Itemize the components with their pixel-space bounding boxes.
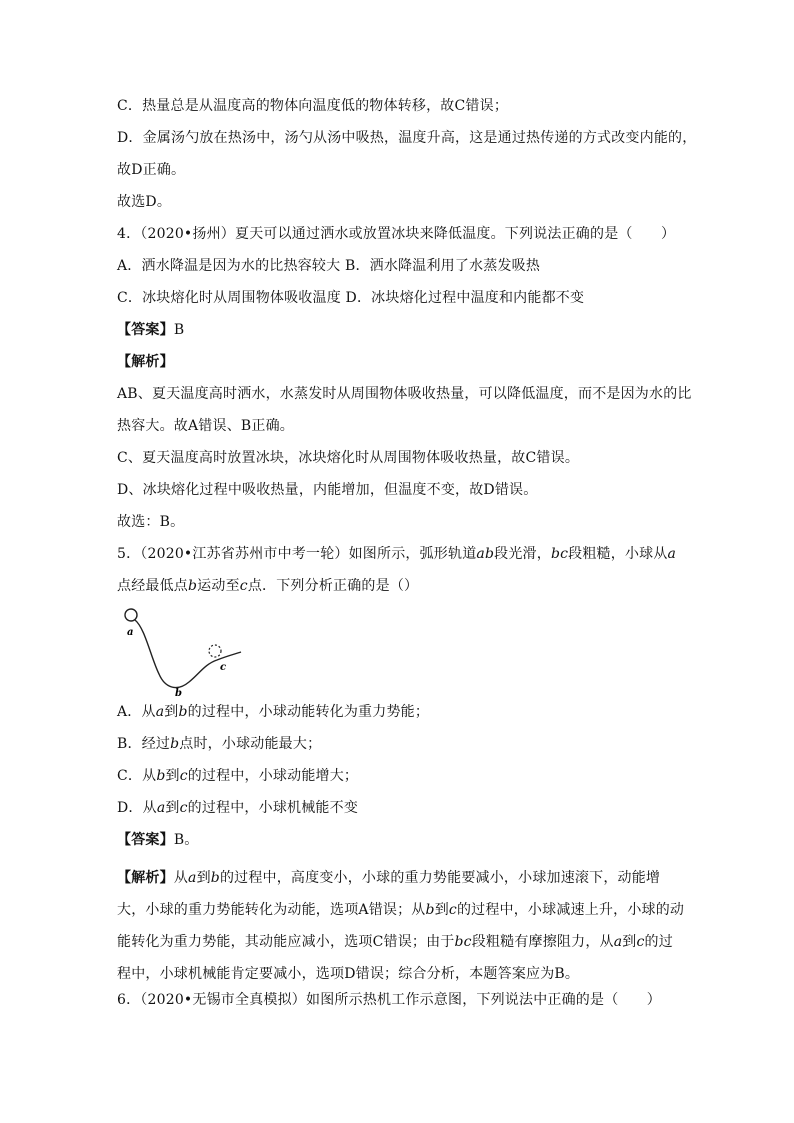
answer-5 bbox=[117, 830, 687, 862]
text-span: a bbox=[156, 800, 166, 816]
text-line: AB、夏天温度高时洒水，水蒸发时从周围物体吸收热量，可以降低温度，而不是因为水的比 bbox=[117, 386, 692, 402]
text-span: 5．（2020•江苏省苏州市中考一轮）如图所示，弧形轨道 bbox=[117, 546, 477, 562]
text-span: b bbox=[178, 704, 188, 720]
text-span: 到 bbox=[622, 934, 637, 950]
answer-label: 【答案】 bbox=[117, 832, 174, 848]
explanation-4-label: 【解析】 bbox=[117, 354, 174, 370]
text-span: 到 bbox=[196, 870, 211, 886]
document-page bbox=[117, 96, 697, 1022]
text-line: C．热量总是从温度高的物体向温度低的物体转移，故C错误； bbox=[117, 98, 509, 114]
text-line: 故D正确。 bbox=[117, 162, 186, 178]
text-span: c bbox=[179, 800, 188, 816]
ball-start-icon bbox=[125, 609, 137, 621]
text-span: 到 bbox=[434, 902, 449, 918]
label-c: c bbox=[220, 662, 227, 673]
explanation-label: 【解析】 bbox=[117, 870, 174, 886]
track-curve bbox=[135, 620, 241, 688]
text-span: b bbox=[170, 736, 180, 752]
text-span: 运动至 bbox=[197, 578, 240, 594]
question-4: 4．（2020•扬州）夏天可以通过洒水或放置冰块来降低温度。下列说法正确的是（ ） bbox=[117, 226, 676, 242]
text-span: c bbox=[448, 902, 457, 918]
text-span: B．经过 bbox=[117, 736, 171, 752]
text-span: b bbox=[425, 902, 435, 918]
text-span: 到 bbox=[164, 704, 179, 720]
text-span: bc bbox=[550, 546, 569, 562]
text-line: 热容大。故A错误、B正确。 bbox=[117, 418, 294, 434]
track-diagram bbox=[117, 608, 687, 696]
text-span: 段光滑， bbox=[494, 546, 551, 562]
text-line: C、夏天温度高时放置冰块，冰块熔化时从周围物体吸收热量，故C错误。 bbox=[117, 450, 580, 466]
answer-value: B。 bbox=[173, 832, 199, 848]
answer-label: 【答案】 bbox=[117, 322, 174, 338]
text-span: 点．下列分析正确的是（） bbox=[247, 578, 419, 594]
text-span: 的过程中，小球减速上升，小球的动能转化为重力势能，其动能应减小，选项C错误；由于 bbox=[117, 902, 685, 950]
text-span: C．从 bbox=[117, 768, 157, 784]
text-span: a bbox=[155, 704, 165, 720]
answer-4 bbox=[117, 320, 687, 352]
text-span: 点时，小球动能最大； bbox=[179, 736, 322, 752]
text-span: 段粗糙，小球从 bbox=[568, 546, 668, 562]
text-span: c bbox=[179, 768, 188, 784]
q4-options-ab: A．洒水降温是因为水的比热容较大 B．洒水降温利用了水蒸发吸热 bbox=[117, 258, 541, 274]
text-line: D．金属汤勺放在热汤中，汤勺从汤中吸热，温度升高，这是通过热传递的方式改变内能的， bbox=[117, 130, 697, 146]
text-span: bc bbox=[454, 934, 472, 950]
text-span: 的过程中，高度变小，小球的重力势能要减小，小球加速滚下，动能增大，小球的重力势能转化为动能，选项A错误；从 bbox=[117, 870, 661, 918]
text-span: 段粗糙有摩擦阻力，从 bbox=[471, 934, 614, 950]
track-diagram-svg bbox=[117, 608, 257, 696]
text-line: 故选：B。 bbox=[117, 514, 185, 530]
text-span: b bbox=[156, 768, 166, 784]
text-span: 的过程中，小球动能转化为重力势能； bbox=[187, 704, 430, 720]
text-span: a bbox=[188, 870, 197, 886]
question-6: 6．（2020•无锡市全真模拟）如图所示热机工作示意图，下列说法中正确的是（ ） bbox=[117, 992, 661, 1008]
text-span: c bbox=[636, 934, 645, 950]
q5-option-a bbox=[117, 702, 687, 734]
text-span: ab bbox=[476, 546, 495, 562]
text-span: D．从 bbox=[117, 800, 157, 816]
q5-option-d bbox=[117, 798, 687, 830]
q5-option-b bbox=[117, 734, 687, 766]
text-line: D、冰块熔化过程中吸收热量，内能增加，但温度不变，故D错误。 bbox=[117, 482, 538, 498]
text-span: 到 bbox=[165, 800, 180, 816]
text-span: a bbox=[613, 934, 623, 950]
question-5 bbox=[117, 544, 687, 576]
text-span: 的过程中，小球动能增大； bbox=[187, 768, 359, 784]
question-5-cont bbox=[117, 576, 687, 608]
q4-options-cd: C．冰块熔化时从周围物体吸收温度 D．冰块熔化过程中温度和内能都不变 bbox=[117, 290, 585, 306]
text-span: 点经最低点 bbox=[117, 578, 188, 594]
text-span: 到 bbox=[165, 768, 180, 784]
label-a: a bbox=[127, 627, 134, 638]
answer-value: B bbox=[173, 322, 185, 338]
text-span: b bbox=[188, 578, 198, 594]
text-span: 的过程中，小球机械能不变 bbox=[187, 800, 359, 816]
text-span: b bbox=[210, 870, 220, 886]
text-span: a bbox=[667, 546, 677, 562]
text-span: c bbox=[239, 578, 248, 594]
text-span: 从 bbox=[173, 870, 189, 886]
explanation-5 bbox=[117, 862, 687, 990]
text-span: 的过程中，小球机械能肯定要减小，选项D错误；综合分析，本题答案应为B。 bbox=[117, 934, 673, 982]
text-line: 故选D。 bbox=[117, 194, 172, 210]
text-span: A．从 bbox=[117, 704, 156, 720]
q5-option-c bbox=[117, 766, 687, 798]
label-b: b bbox=[175, 688, 182, 696]
ball-end-icon bbox=[209, 645, 221, 657]
